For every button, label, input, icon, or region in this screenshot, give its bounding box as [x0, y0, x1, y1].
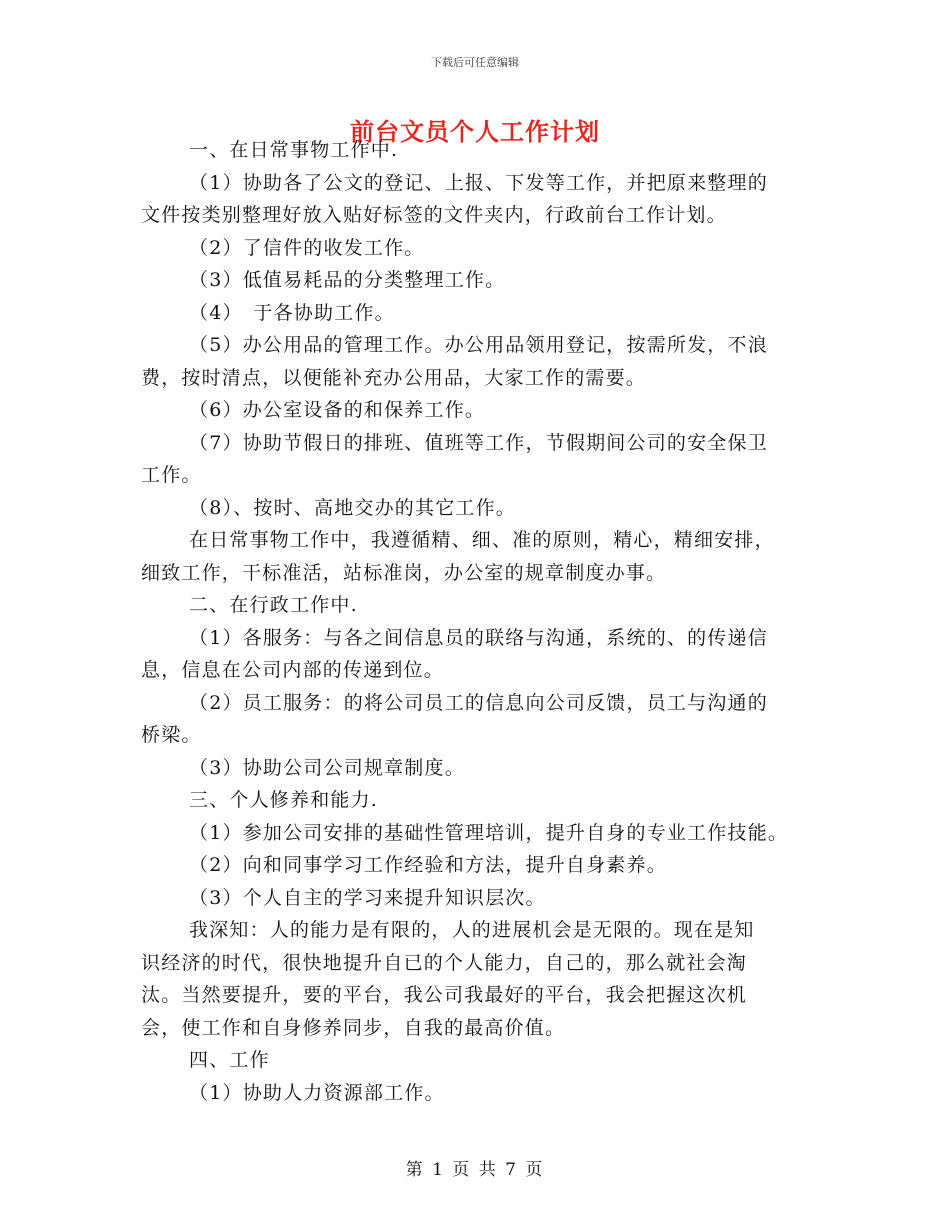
document-body [141, 134, 811, 1109]
body-line: （5）办公用品的管理工作。办公用品领用登记，按需所发，不浪 [189, 334, 768, 356]
body-line: （1）协助人力资源部工作。 [189, 1081, 445, 1104]
body-line: （3）协助公司公司规章制度。 [189, 756, 465, 779]
body-line: （1）协助各了公文的登记、上报、下发等工作，并把原来整理的 [189, 171, 768, 194]
body-line: （2）员工服务：的将公司员工的信息向公司反馈，员工与沟通的 [189, 691, 768, 714]
body-line: （1）各服务：与各之间信息员的联络与沟通，系统的、的传递信 [189, 626, 768, 649]
body-line: 细致工作，干标准活，站标准岗，办公室的规章制度办事。 [141, 561, 667, 584]
body-line: 三、个人修养和能力. [189, 789, 379, 811]
body-line: 工作。 [141, 464, 202, 486]
body-line: 二、在行政工作中. [189, 594, 358, 616]
body-line: （4） 于各协助工作。 [189, 301, 395, 324]
body-line: 费，按时清点，以便能补充办公用品，大家工作的需要。 [141, 366, 647, 389]
body-line: （6）办公室设备的和保养工作。 [189, 399, 486, 421]
body-line: （7）协助节假日的排班、值班等工作，节假期间公司的安全保卫 [189, 431, 768, 454]
page-number-footer: 第 1 页 共 7 页 [405, 1160, 545, 1180]
body-line: 一、在日常事物工作中. [189, 139, 399, 161]
body-line: 息，信息在公司内部的传递到位。 [141, 659, 445, 681]
body-line: 桥梁。 [141, 724, 202, 746]
body-line: （2）向和同事学习工作经验和方法，提升自身素养。 [189, 854, 667, 876]
body-line: （1）参加公司安排的基础性管理培训，提升自身的专业工作技能。 [189, 821, 789, 844]
body-line: （3）低值易耗品的分类整理工作。 [189, 269, 506, 291]
body-line: 文件按类别整理好放入贴好标签的文件夹内，行政前台工作计划。 [141, 204, 727, 226]
body-line: 识经济的时代，很快地提升自已的个人能力，自己的，那么就社会淘 [141, 951, 748, 974]
body-line: 汰。当然要提升，要的平台，我公司我最好的平台，我会把握这次机 [141, 984, 748, 1006]
body-line: 在日常事物工作中，我遵循精、细、准的原则，精心，精细安排， [189, 529, 775, 551]
document-title: 前台文员个人工作计划 [350, 117, 600, 146]
body-line: （3）个人自主的学习来提升知识层次。 [189, 886, 546, 909]
body-line: 我深知：人的能力是有限的，人的进展机会是无限的。现在是知 [189, 919, 755, 941]
body-line: 四、工作 [189, 1049, 270, 1071]
header-note: 下载后可任意编辑 [431, 56, 519, 69]
body-line: （2）了信件的收发工作。 [189, 236, 425, 259]
body-line: 会，使工作和自身修养同步，自我的最高价值。 [141, 1016, 566, 1039]
body-line: （8）、按时、高地交办的其它工作。 [189, 496, 516, 519]
